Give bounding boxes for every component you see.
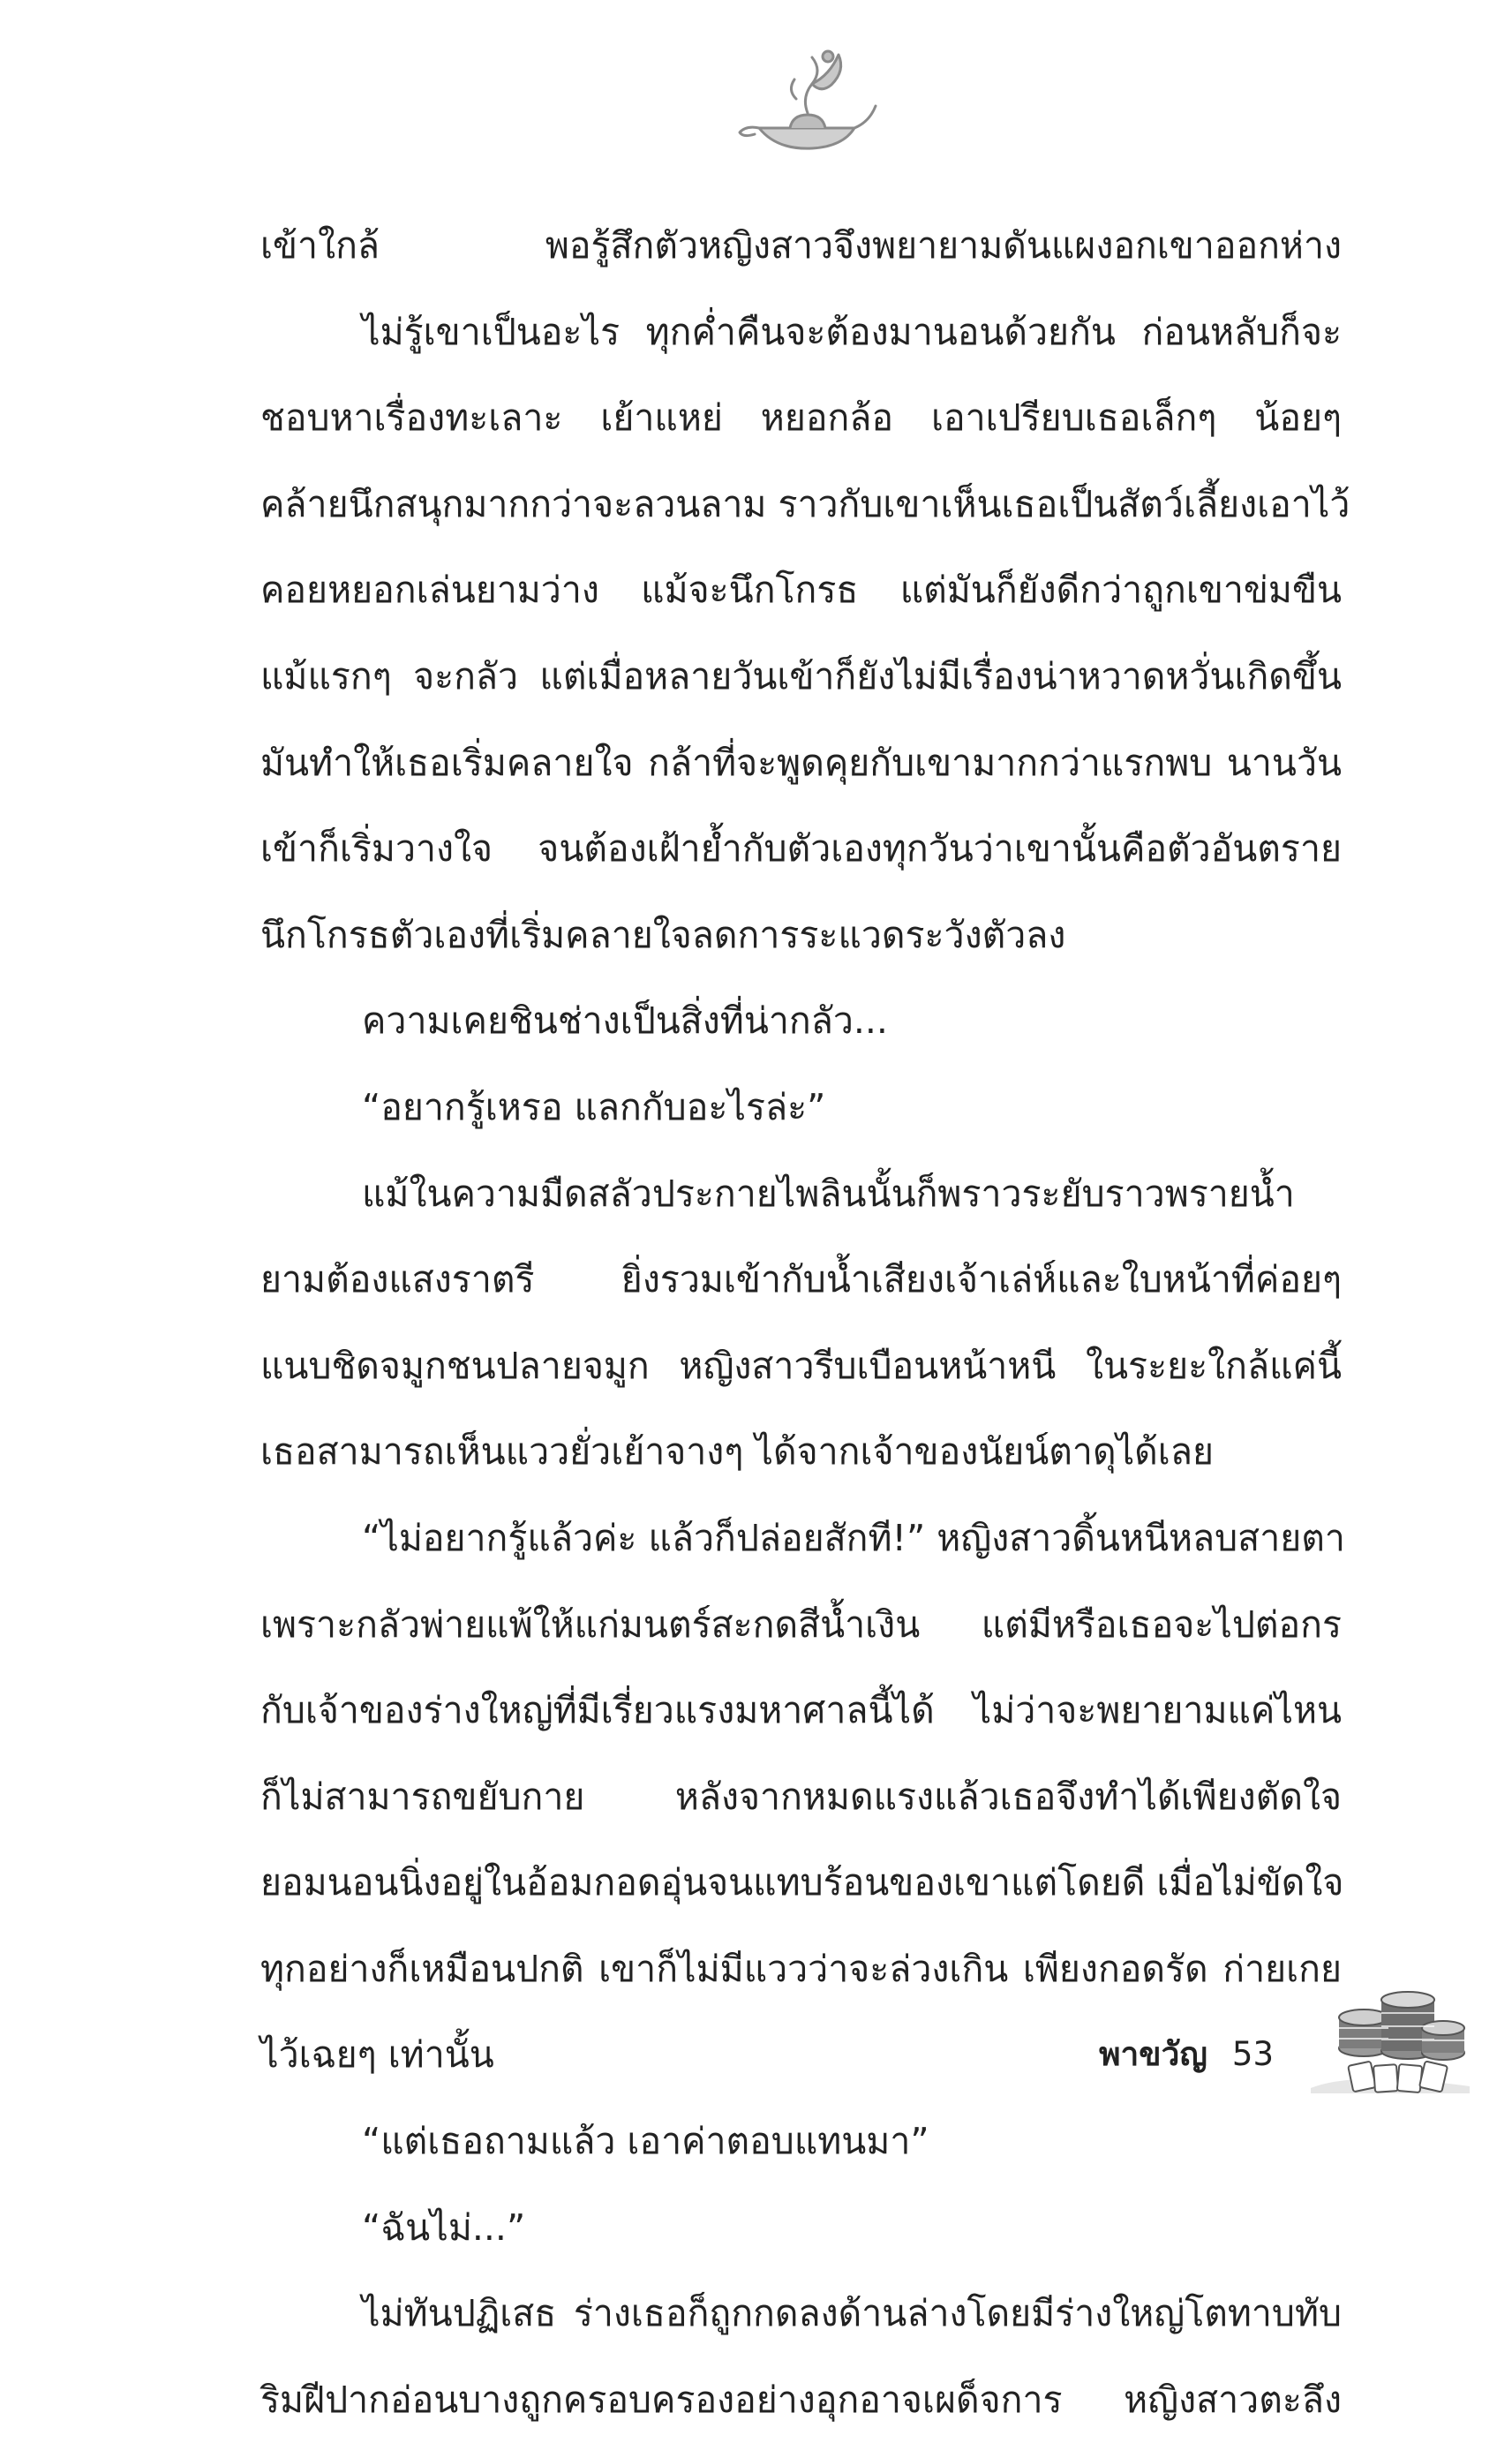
text-line: “อยากรู้เหรอ แลกกับอะไรล่ะ” xyxy=(362,1085,826,1128)
text-line: “แต่เธอถามแล้ว เอาค่าตอบแทนมา” xyxy=(362,2120,929,2163)
text-line: แม้แรกๆ จะกลัว แต่เมื่อหลายวันเข้าก็ยังไม่มีเรื่องน่าหวาดหวั่นเกิดขึ้น xyxy=(260,654,1342,697)
book-title: พาขวัญ xyxy=(1099,2035,1207,2073)
text-line: ยามต้องแสงราตรี ยิ่งรวมเข้ากับน้ำเสียงเจ้าเล่ห์และใบหน้าที่ค่อยๆ xyxy=(260,1258,1342,1301)
genie-lamp-icon xyxy=(724,44,883,159)
text-line: ไม่ทันปฏิเสธ ร่างเธอก็ถูกกดลงด้านล่างโดยมีร่างใหญ่โตทาบทับ xyxy=(362,2292,1342,2335)
page-number: 53 xyxy=(1231,2035,1274,2073)
text-line: คล้ายนึกสนุกมากกว่าจะลวนลาม ราวกับเขาเห็นเธอเป็นสัตว์เลี้ยงเอาไว้ xyxy=(260,482,1350,525)
text-line: ไม่รู้เขาเป็นอะไร ทุกค่ำคืนจะต้องมานอนด้วยกัน ก่อนหลับก็จะ xyxy=(362,310,1342,353)
text-line: ชอบหาเรื่องทะเลาะ เย้าแหย่ หยอกล้อ เอาเปรียบเธอเล็กๆ น้อยๆ xyxy=(260,396,1342,440)
page-footer xyxy=(1099,2028,1274,2080)
body-text xyxy=(260,203,1350,2443)
text-line: “ไม่อยากรู้แล้วค่ะ แล้วก็ปล่อยสักที!” หญิงสาวดิ้นหนีหลบสายตา xyxy=(362,1516,1345,1559)
text-line: “ฉันไม่...” xyxy=(362,2205,526,2249)
text-line: เข้าใกล้ พอรู้สึกตัวหญิงสาวจึงพยายามดันแผงอกเขาออกห่าง xyxy=(260,224,1342,267)
text-line: มันทำให้เธอเริ่มคลายใจ กล้าที่จะพูดคุยกับเขามากกว่าแรกพบ นานวัน xyxy=(260,741,1342,784)
text-line: คอยหยอกเล่นยามว่าง แม้จะนึกโกรธ แต่มันก็ยังดีกว่าถูกเขาข่มขืน xyxy=(260,569,1342,612)
text-line: เธอสามารถเห็นแววยั่วเย้าจางๆ ได้จากเจ้าของนัยน์ตาดุได้เลย xyxy=(260,1430,1214,1474)
text-line: ก็ไม่สามารถขยับกาย หลังจากหมดแรงแล้วเธอจึงทำได้เพียงตัดใจ xyxy=(260,1775,1342,1818)
text-line: เพราะกลัวพ่ายแพ้ให้แก่มนตร์สะกดสีน้ำเงิน แต่มีหรือเธอจะไปต่อกร xyxy=(260,1602,1342,1646)
text-line: แนบชิดจมูกชนปลายจมูก หญิงสาวรีบเบือนหน้าหนี ในระยะใกล้แค่นี้ xyxy=(260,1344,1342,1387)
text-line: แม้ในความมืดสลัวประกายไพลินนั้นก็พราวระยับราวพรายน้ำ xyxy=(362,1172,1295,1215)
poker-chips-and-cards-icon xyxy=(1302,1964,1478,2097)
text-line: ทุกอย่างก็เหมือนปกติ เขาก็ไม่มีแววว่าจะล่วงเกิน เพียงกอดรัด ก่ายเกย xyxy=(260,1947,1342,1990)
text-line: ความเคยชินช่างเป็นสิ่งที่น่ากลัว... xyxy=(362,999,888,1043)
text-line: นึกโกรธตัวเองที่เริ่มคลายใจลดการระแวดระวังตัวลง xyxy=(260,913,1066,956)
text-line: เข้าก็เริ่มวางใจ จนต้องเฝ้าย้ำกับตัวเองทุกวันว่าเขานั้นคือตัวอันตราย xyxy=(260,827,1342,871)
text-line: ยอมนอนนิ่งอยู่ในอ้อมกอดอุ่นจนแทบร้อนของเขาแต่โดยดี เมื่อไม่ขัดใจ xyxy=(260,1861,1344,1904)
text-line: กับเจ้าของร่างใหญ่ที่มีเรี่ยวแรงมหาศาลนี้ได้ ไม่ว่าจะพยายามแค่ไหน xyxy=(260,1689,1342,1732)
text-line: ริมฝีปากอ่อนบางถูกครอบครองอย่างอุกอาจเผด็จการ หญิงสาวตะลึง xyxy=(260,2378,1342,2421)
text-line: ไว้เฉยๆ เท่านั้น xyxy=(260,2033,494,2077)
